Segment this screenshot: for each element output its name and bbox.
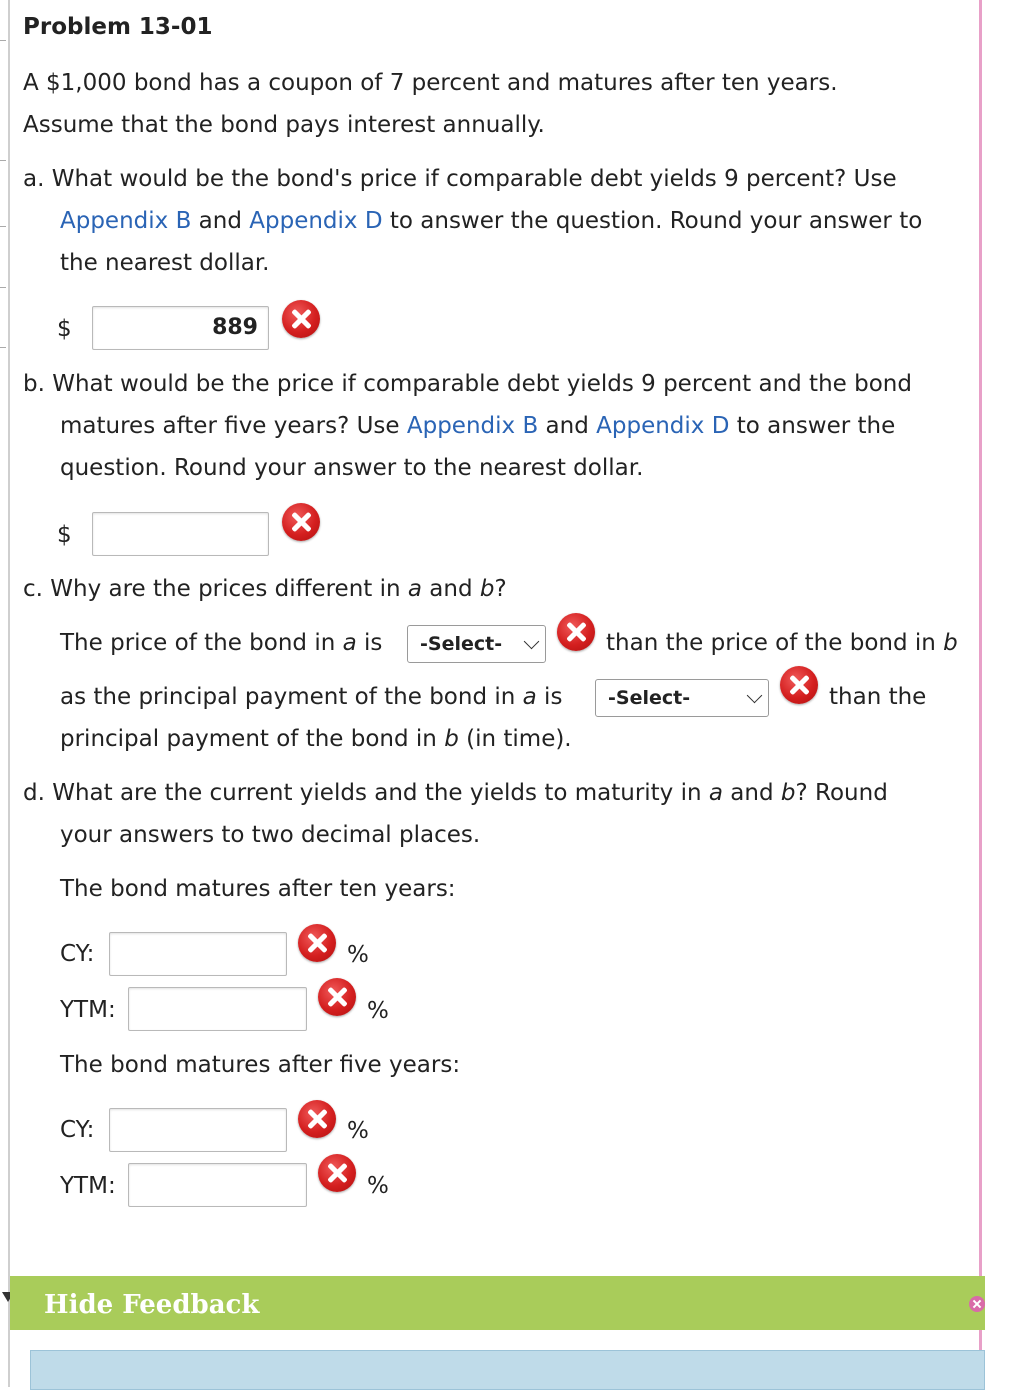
incorrect-icon [318, 978, 356, 1016]
appendix-d-link[interactable]: Appendix D [596, 413, 730, 439]
part-c-sentence-1: The price of the bond in a is [60, 630, 383, 656]
part-d-line-1: d. What are the current yields and the yields to maturity in a and b? Round [23, 780, 888, 806]
margin-tick [0, 226, 6, 227]
incorrect-icon [557, 613, 595, 651]
chevron-down-icon [747, 688, 763, 704]
close-icon[interactable] [969, 1296, 985, 1312]
margin-tick [0, 160, 6, 161]
part-a-line-2: Appendix B and Appendix D to answer the question. Round your answer to [60, 208, 923, 234]
cy-label: CY: [60, 1117, 95, 1143]
ten-years-heading: The bond matures after ten years: [60, 876, 456, 902]
cy-label: CY: [60, 941, 95, 967]
part-b-line-1: b. What would be the price if comparable debt yields 9 percent and the bond [23, 371, 912, 397]
incorrect-icon [282, 503, 320, 541]
part-c-sentence-3: principal payment of the bond in b (in time). [60, 726, 572, 752]
ytm-label: YTM: [60, 1173, 116, 1199]
hide-feedback-label[interactable]: Hide Feedback [44, 1290, 260, 1320]
intro-line-1: A $1,000 bond has a coupon of 7 percent and matures after ten years. [23, 70, 838, 96]
appendix-d-link[interactable]: Appendix D [249, 208, 383, 234]
incorrect-icon [780, 666, 818, 704]
intro-line-2: Assume that the bond pays interest annually. [23, 112, 545, 138]
feedback-toggle-bar[interactable] [10, 1276, 985, 1330]
ytm-ten-years-input[interactable] [128, 987, 307, 1031]
five-years-heading: The bond matures after five years: [60, 1052, 461, 1078]
problem-title: Problem 13-01 [23, 14, 213, 40]
incorrect-icon [318, 1154, 356, 1192]
part-b-line-2: matures after five years? Use Appendix B and Appendix D to answer the [60, 413, 896, 439]
percent-sign: % [347, 942, 369, 968]
currency-symbol: $ [57, 316, 72, 342]
part-c-sentence-1-end: than the price of the bond in b [606, 630, 958, 656]
ytm-label: YTM: [60, 997, 116, 1023]
cy-five-years-input[interactable] [109, 1108, 287, 1152]
appendix-b-link[interactable]: Appendix B [60, 208, 192, 234]
price-a-input[interactable]: 889 [92, 306, 269, 350]
price-b-input[interactable] [92, 512, 269, 556]
cy-ten-years-input[interactable] [109, 932, 287, 976]
ytm-five-years-input[interactable] [128, 1163, 307, 1207]
select-price-comparison[interactable]: -Select- [407, 625, 546, 663]
margin-tick [0, 287, 6, 288]
percent-sign: % [347, 1118, 369, 1144]
incorrect-icon [298, 924, 336, 962]
appendix-b-link[interactable]: Appendix B [406, 413, 539, 439]
part-a-line-3: the nearest dollar. [60, 250, 270, 276]
currency-symbol: $ [57, 522, 72, 548]
incorrect-icon [298, 1100, 336, 1138]
percent-sign: % [367, 1173, 389, 1199]
part-d-line-2: your answers to two decimal places. [60, 822, 481, 848]
part-c-sentence-2: as the principal payment of the bond in a is [60, 684, 563, 710]
select-principal-comparison[interactable]: -Select- [595, 679, 769, 717]
part-a-line-1: a. What would be the bond's price if comparable debt yields 9 percent? Use [23, 166, 897, 192]
part-b-line-3: question. Round your answer to the nearest dollar. [60, 455, 644, 481]
percent-sign: % [367, 998, 389, 1024]
margin-tick [0, 347, 6, 348]
chevron-down-icon [524, 634, 540, 650]
part-c-sentence-2-end: than the [829, 684, 927, 710]
part-c-question: c. Why are the prices different in a and b? [23, 576, 507, 602]
margin-tick [0, 40, 6, 41]
feedback-panel [30, 1350, 985, 1390]
incorrect-icon [282, 300, 320, 338]
